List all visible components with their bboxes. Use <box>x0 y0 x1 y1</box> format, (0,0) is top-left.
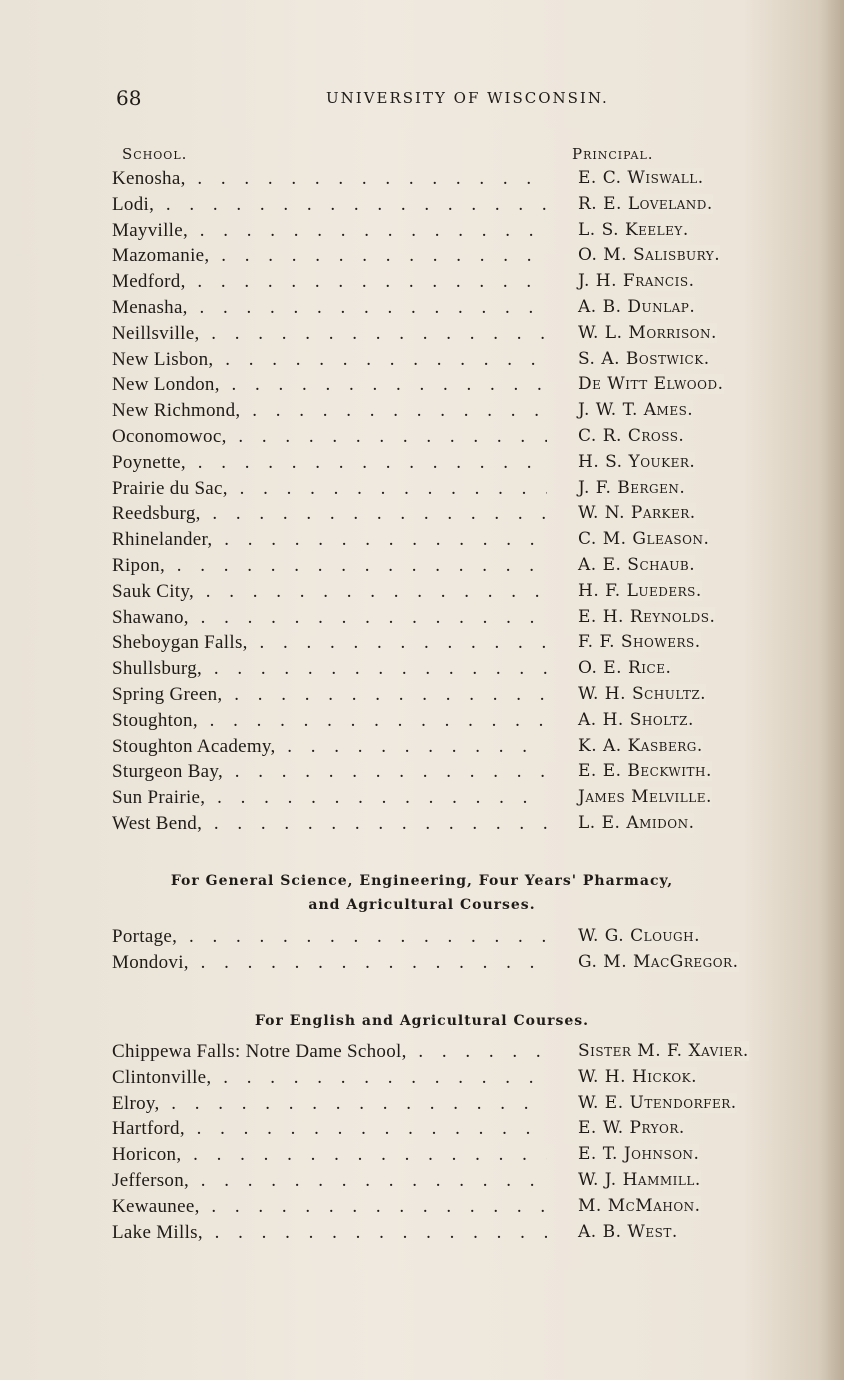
principal-name: K. A. Kasberg. <box>578 735 703 756</box>
school-name: Jefferson, . . . <box>112 1170 547 1192</box>
school-name: Mondovi, . . . <box>112 952 547 974</box>
section-heading-english-agricultural: For English and Agricultural Courses. <box>254 1013 590 1029</box>
list-item <box>0 349 844 375</box>
running-title: UNIVERSITY OF WISCONSIN. <box>326 89 609 107</box>
school-name: Shullsburg, . . . <box>112 658 547 680</box>
list-item <box>0 787 844 813</box>
list-item <box>0 761 844 787</box>
school-list-english-agricultural <box>0 1041 844 1247</box>
list-item <box>0 245 844 271</box>
school-name: Prairie du Sac, . . . <box>112 478 547 500</box>
school-name: Hartford, . . . <box>112 1118 547 1140</box>
list-item <box>0 452 844 478</box>
list-item <box>0 1041 844 1067</box>
school-name: New London, . . . <box>112 374 547 396</box>
principal-name: E. H. Reynolds. <box>578 606 716 627</box>
principal-name: A. B. West. <box>578 1221 678 1242</box>
principal-name: W. N. Parker. <box>578 503 696 524</box>
list-item <box>0 1144 844 1170</box>
principal-name: L. E. Amidon. <box>578 812 695 833</box>
list-item <box>0 271 844 297</box>
school-name: West Bend, . . . <box>112 813 547 835</box>
school-name: Stoughton, . . . <box>112 710 547 732</box>
principal-name: A. B. Dunlap. <box>578 296 696 317</box>
principal-name: J. W. T. Ames. <box>578 400 694 421</box>
list-item <box>0 1196 844 1222</box>
school-name: Lodi, . . . <box>112 194 547 216</box>
school-name: Sturgeon Bay, . . . <box>112 761 547 783</box>
list-item <box>0 1170 844 1196</box>
principal-name: James Melville. <box>578 787 712 808</box>
school-name: Menasha, . . . <box>112 297 547 319</box>
list-item <box>0 710 844 736</box>
list-item <box>0 658 844 684</box>
list-item <box>0 632 844 658</box>
list-item <box>0 220 844 246</box>
school-name: Spring Green, . . . <box>112 684 547 706</box>
list-item <box>0 1093 844 1119</box>
school-name: Kenosha, . . . <box>112 168 547 190</box>
principal-name: E. C. Wiswall. <box>578 168 704 188</box>
school-name: Sun Prairie, . . . <box>112 787 547 809</box>
list-item <box>0 607 844 633</box>
list-item <box>0 1067 844 1093</box>
school-name: Sauk City, . . . <box>112 581 547 603</box>
school-name: Mayville, . . . <box>112 220 547 242</box>
principal-name: W. H. Hickok. <box>578 1066 698 1087</box>
list-item <box>0 503 844 529</box>
list-item <box>0 529 844 555</box>
principal-name: W. G. Clough. <box>578 926 700 946</box>
school-name: Oconomowoc, . . . <box>112 426 547 448</box>
principal-name: M. McMahon. <box>578 1195 701 1216</box>
school-name: Lake Mills, . . . <box>112 1222 547 1244</box>
list-item <box>0 323 844 349</box>
column-header-school: School. <box>122 145 188 163</box>
list-item <box>0 684 844 710</box>
principal-name: De Witt Elwood. <box>578 374 724 395</box>
principal-name: W. E. Utendorfer. <box>578 1092 737 1113</box>
principal-name: E. E. Beckwith. <box>578 761 712 782</box>
school-name: Kewaunee, . . . <box>112 1196 547 1218</box>
principal-name: O. E. Rice. <box>578 658 672 679</box>
principal-name: E. T. Johnson. <box>578 1144 700 1165</box>
school-name: Shawano, . . . <box>112 607 547 629</box>
school-name: Sheboygan Falls, . . . <box>112 632 547 654</box>
school-name: New Richmond, . . . <box>112 400 547 422</box>
principal-name: J. H. Francis. <box>578 271 695 292</box>
principal-name: Sister M. F. Xavier. <box>578 1041 749 1061</box>
school-name: Neillsville, . . . <box>112 323 547 345</box>
school-name: Clintonville, . . . <box>112 1067 547 1089</box>
principal-name: A. H. Sholtz. <box>578 709 694 730</box>
school-name: Medford, . . . <box>112 271 547 293</box>
school-list-main <box>0 168 844 839</box>
principal-name: C. M. Gleason. <box>578 529 710 550</box>
list-item <box>0 1222 844 1248</box>
school-name: New Lisbon, . . . <box>112 349 547 371</box>
school-list-general-science <box>0 926 844 978</box>
list-item <box>0 581 844 607</box>
list-item <box>0 426 844 452</box>
principal-name: A. E. Schaub. <box>578 554 696 575</box>
principal-name: L. S. Keeley. <box>578 219 689 240</box>
list-item <box>0 952 844 978</box>
list-item <box>0 194 844 220</box>
principal-name: W. H. Schultz. <box>578 683 707 704</box>
section-heading-general-science-line2: and Agricultural Courses. <box>308 897 536 913</box>
list-item <box>0 374 844 400</box>
column-header-principal: Principal. <box>572 145 654 163</box>
principal-name: G. M. MacGregor. <box>578 951 739 972</box>
school-name: Ripon, . . . <box>112 555 547 577</box>
principal-name: S. A. Bostwick. <box>578 348 710 369</box>
principal-name: W. J. Hammill. <box>578 1169 701 1190</box>
list-item <box>0 478 844 504</box>
principal-name: C. R. Cross. <box>578 425 685 446</box>
school-name: Horicon, . . . <box>112 1144 547 1166</box>
principal-name: J. F. Bergen. <box>578 477 686 498</box>
page-header <box>0 86 844 116</box>
principal-name: H. F. Lueders. <box>578 580 702 601</box>
list-item <box>0 400 844 426</box>
list-item <box>0 168 844 194</box>
school-name: Stoughton Academy, . . . <box>112 736 547 758</box>
list-item <box>0 813 844 839</box>
list-item <box>0 297 844 323</box>
list-item <box>0 736 844 762</box>
school-name: Portage, . . . <box>112 926 547 948</box>
principal-name: F. F. Showers. <box>578 632 701 653</box>
principal-name: O. M. Salisbury. <box>578 245 721 266</box>
page-number: 68 <box>116 86 142 110</box>
list-item <box>0 926 844 952</box>
principal-name: R. E. Loveland. <box>578 193 713 214</box>
school-name: Mazomanie, . . . <box>112 245 547 267</box>
school-name: Elroy, . . . <box>112 1093 547 1115</box>
section-heading-general-science: For General Science, Engineering, Four Years' Pharmacy, <box>170 873 674 889</box>
principal-name: E. W. Pryor. <box>578 1118 685 1139</box>
school-name: Poynette, . . . <box>112 452 547 474</box>
list-item <box>0 1118 844 1144</box>
principal-name: H. S. Youker. <box>578 451 696 472</box>
school-name: Rhinelander, . . . <box>112 529 547 551</box>
list-item <box>0 555 844 581</box>
principal-name: W. L. Morrison. <box>578 322 717 343</box>
school-name: Reedsburg, . . . <box>112 503 547 525</box>
school-name: Chippewa Falls: Notre Dame School, . . . <box>112 1041 547 1063</box>
